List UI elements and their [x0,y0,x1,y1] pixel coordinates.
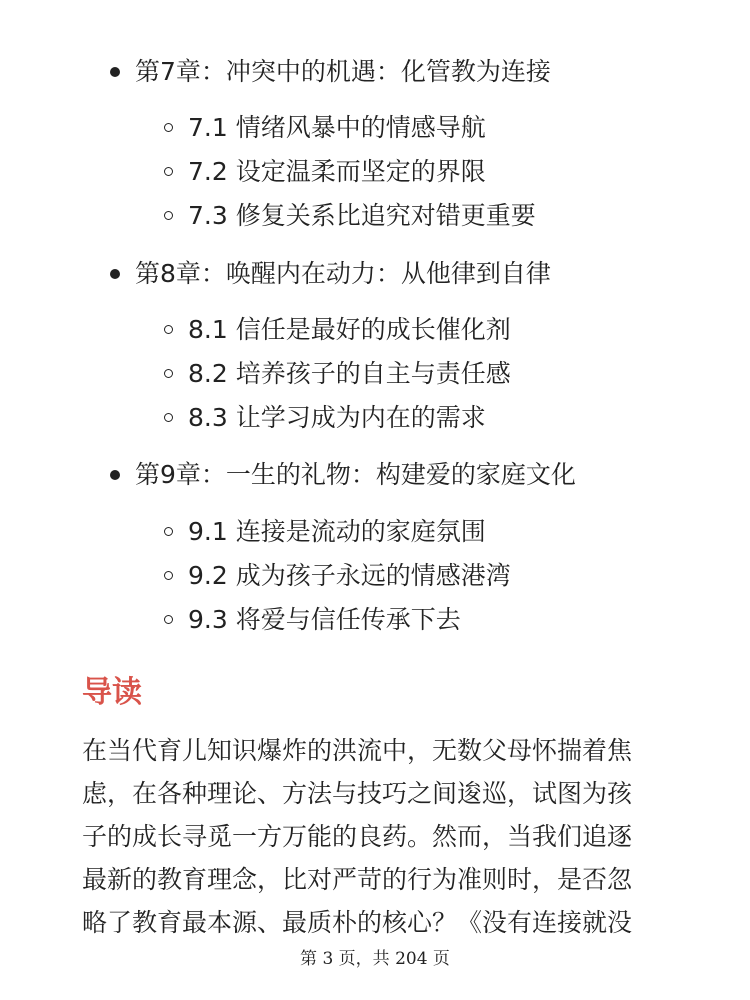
toc-chapter-8 [135,257,551,291]
toc-section-8-2 [188,357,511,391]
bullet-icon [110,470,120,480]
toc-section-7-2 [188,155,486,189]
section-title: 8.1 信任是最好的成长催化剂 [188,315,511,344]
toc-chapter-9 [135,458,576,492]
circle-bullet-icon [164,211,173,220]
bullet-icon [110,269,120,279]
circle-bullet-icon [164,527,173,536]
section-title: 9.3 将爱与信任传承下去 [188,605,461,634]
toc-section-7-1 [188,111,486,145]
toc-section-7-3 [188,199,536,233]
chapter-title: 第7章：冲突中的机遇：化管教为连接 [135,57,551,86]
circle-bullet-icon [164,369,173,378]
page-number: 第 3 页，共 204 页 [300,949,450,969]
bullet-icon [110,67,120,77]
toc-chapter-7 [135,55,551,89]
section-title: 9.2 成为孩子永远的情感港湾 [188,561,511,590]
intro-heading: 导读 [82,675,142,710]
toc-section-9-2 [188,559,511,593]
toc-section-8-1 [188,313,511,347]
circle-bullet-icon [164,413,173,422]
section-title: 7.1 情绪风暴中的情感导航 [188,113,486,142]
section-title: 8.3 让学习成为内在的需求 [188,403,486,432]
toc-section-9-1 [188,515,486,549]
chapter-title: 第8章：唤醒内在动力：从他律到自律 [135,259,551,288]
paragraph-line: 虑，在各种理论、方法与技巧之间逡巡，试图为孩 [82,779,633,808]
intro-paragraph [82,729,682,944]
toc-section-8-3 [188,401,486,435]
circle-bullet-icon [164,615,173,624]
paragraph-line: 在当代育儿知识爆炸的洪流中，无数父母怀揣着焦 [82,736,633,765]
page-footer [0,948,750,970]
paragraph-line: 略了教育最本源、最质朴的核心？《没有连接就没 [82,908,633,937]
paragraph-line: 最新的教育理念，比对严苛的行为准则时，是否忽 [82,865,633,894]
section-title: 8.2 培养孩子的自主与责任感 [188,359,511,388]
section-title: 7.2 设定温柔而坚定的界限 [188,157,486,186]
section-title: 9.1 连接是流动的家庭氛围 [188,517,486,546]
toc-section-9-3 [188,603,461,637]
paragraph-line: 子的成长寻觅一方万能的良药。然而，当我们追逐 [82,822,633,851]
chapter-title: 第9章：一生的礼物：构建爱的家庭文化 [135,460,576,489]
circle-bullet-icon [164,571,173,580]
section-title: 7.3 修复关系比追究对错更重要 [188,201,536,230]
circle-bullet-icon [164,167,173,176]
circle-bullet-icon [164,123,173,132]
circle-bullet-icon [164,325,173,334]
